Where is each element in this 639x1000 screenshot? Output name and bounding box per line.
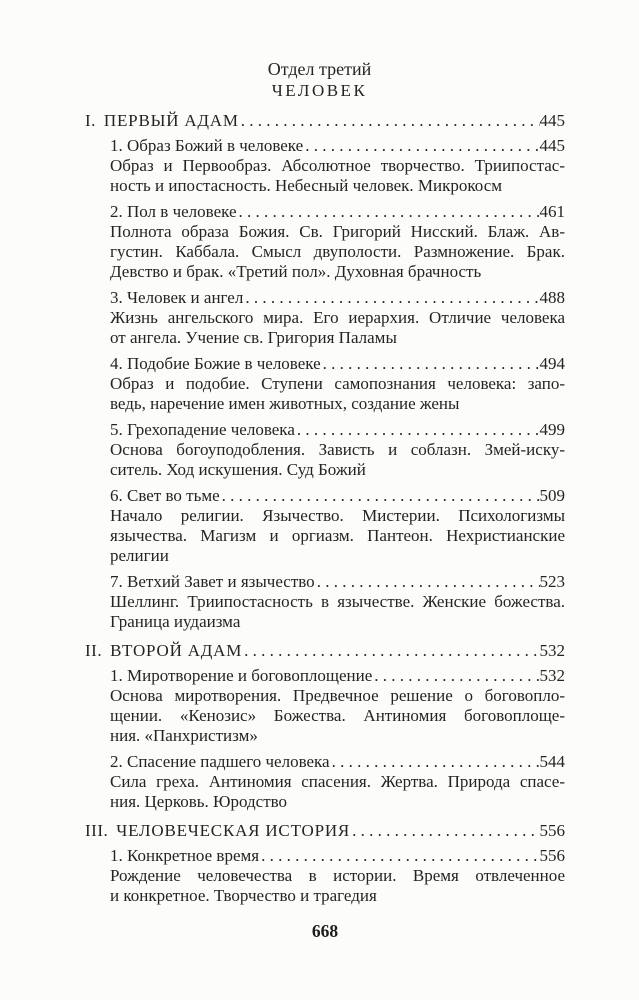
toc-chapter <box>110 354 565 414</box>
dot-leader <box>244 641 539 661</box>
toc-chapter <box>110 846 565 906</box>
toc-entry-chapter[interactable] <box>110 666 565 686</box>
chapter-title: 2. Спасение падшего человека <box>110 752 330 771</box>
toc-entry-chapter[interactable] <box>110 354 565 374</box>
chapter-title: 1. Конкретное время <box>110 846 260 865</box>
page-ref: 532 <box>539 641 565 660</box>
toc-chapter <box>110 420 565 480</box>
page-ref: 488 <box>539 288 565 307</box>
toc-chapter <box>110 752 565 812</box>
chapter-summary: Рождение человечества в истории. Время отвлеченное и конкретное. Творчество и трагедия <box>110 866 565 905</box>
dot-leader <box>317 572 540 592</box>
part-title: ЧЕЛОВЕЧЕСКАЯ ИСТОРИЯ <box>116 821 351 840</box>
chapter-summary: Образ и подобие. Ступени самопознания человека: запо- ведь, наречение имен животных, создание жены <box>110 374 565 413</box>
toc-entry-chapter[interactable] <box>110 288 565 308</box>
dot-leader <box>323 354 540 374</box>
page-ref: 461 <box>539 202 565 221</box>
chapter-title: 4. Подобие Божие в человеке <box>110 354 321 373</box>
dot-leader <box>261 846 539 866</box>
dot-leader <box>241 111 540 131</box>
toc-chapter <box>110 666 565 746</box>
toc-entry-chapter[interactable] <box>110 420 565 440</box>
section-heading <box>0 0 639 101</box>
toc-entry-part-2[interactable] <box>85 641 565 661</box>
toc-part-3 <box>85 821 565 906</box>
dot-leader <box>245 288 539 308</box>
page-ref: 499 <box>539 420 565 439</box>
chapter-summary: Шеллинг. Триипостасность в язычестве. Женские божества. Граница иудаизма <box>110 592 565 631</box>
toc-entry-chapter[interactable] <box>110 136 565 156</box>
toc-part-1 <box>85 111 565 632</box>
chapter-summary: Основа богоуподобления. Зависть и соблазн. Змей-иску- ситель. Ход искушения. Суд Божий <box>110 440 565 479</box>
toc-entry-chapter[interactable] <box>110 486 565 506</box>
page-ref: 445 <box>539 136 565 155</box>
section-kicker: Отдел третий <box>267 59 372 79</box>
chapter-title: 1. Миротворение и боговоплощение <box>110 666 373 685</box>
part-numeral: II. <box>85 641 103 660</box>
page-ref: 523 <box>539 572 565 591</box>
chapter-title: 2. Пол в человеке <box>110 202 237 221</box>
section-title: ЧЕЛОВЕК <box>271 81 368 100</box>
toc-entry-part-1[interactable] <box>85 111 565 131</box>
chapter-summary: Полнота образа Божия. Св. Григорий Нисский. Блаж. Ав- густин. Каббала. Смысл двуполости. Размножение. Брак. Девство и брак. «Третий пол». Духовная брачность <box>110 222 565 281</box>
dot-leader <box>332 752 540 772</box>
dot-leader <box>297 420 540 440</box>
page-ref: 494 <box>539 354 565 373</box>
chapter-summary: Жизнь ангельского мира. Его иерархия. Отличие человека от ангела. Учение св. Григория Паламы <box>110 308 565 347</box>
toc-entry-chapter[interactable] <box>110 846 565 866</box>
chapter-summary: Сила греха. Антиномия спасения. Жертва. Природа спасе- ния. Церковь. Юродство <box>110 772 565 811</box>
toc-part-2 <box>85 641 565 812</box>
table-of-contents <box>85 111 565 906</box>
page-ref: 556 <box>539 821 565 840</box>
chapter-title: 7. Ветхий Завет и язычество <box>110 572 315 591</box>
dot-leader <box>305 136 539 156</box>
page-footer <box>85 921 565 942</box>
toc-entry-chapter[interactable] <box>110 202 565 222</box>
page-ref: 509 <box>539 486 565 505</box>
toc-chapter <box>110 288 565 348</box>
chapter-summary: Основа миротворения. Предвечное решение о боговопло- щении. «Кенозис» Божества. Антиномия боговоплоще- ния. «Панхристизм» <box>110 686 565 745</box>
page-ref: 544 <box>539 752 565 771</box>
toc-chapter <box>110 486 565 566</box>
toc-entry-chapter[interactable] <box>110 752 565 772</box>
toc-chapter <box>110 136 565 196</box>
toc-entry-part-3[interactable] <box>85 821 565 841</box>
part-title: ВТОРОЙ АДАМ <box>110 641 243 660</box>
chapter-summary: Образ и Первообраз. Абсолютное творчество. Триипостас- ность и ипостасность. Небесный человек. Микрокосм <box>110 156 565 195</box>
page-ref: 532 <box>539 666 565 685</box>
page-ref: 445 <box>539 111 565 130</box>
part-title: ПЕРВЫЙ АДАМ <box>103 111 239 130</box>
chapter-title: 3. Человек и ангел <box>110 288 244 307</box>
chapter-summary: Начало религии. Язычество. Мистерии. Психологизмы язычества. Магизм и оргиазм. Пантеон. Нехристианские религии <box>110 506 565 565</box>
chapter-title: 1. Образ Божий в человеке <box>110 136 304 155</box>
dot-leader <box>222 486 540 506</box>
toc-chapter <box>110 202 565 282</box>
part-numeral: III. <box>85 821 109 840</box>
dot-leader <box>352 821 539 841</box>
chapter-title: 5. Грехопадение человека <box>110 420 295 439</box>
folio-page-number: 668 <box>311 921 339 941</box>
dot-leader <box>374 666 539 686</box>
toc-chapter <box>110 572 565 632</box>
page-ref: 556 <box>539 846 565 865</box>
part-numeral: I. <box>85 111 96 130</box>
chapter-title: 6. Свет во тьме <box>110 486 220 505</box>
dot-leader <box>239 202 540 222</box>
toc-entry-chapter[interactable] <box>110 572 565 592</box>
